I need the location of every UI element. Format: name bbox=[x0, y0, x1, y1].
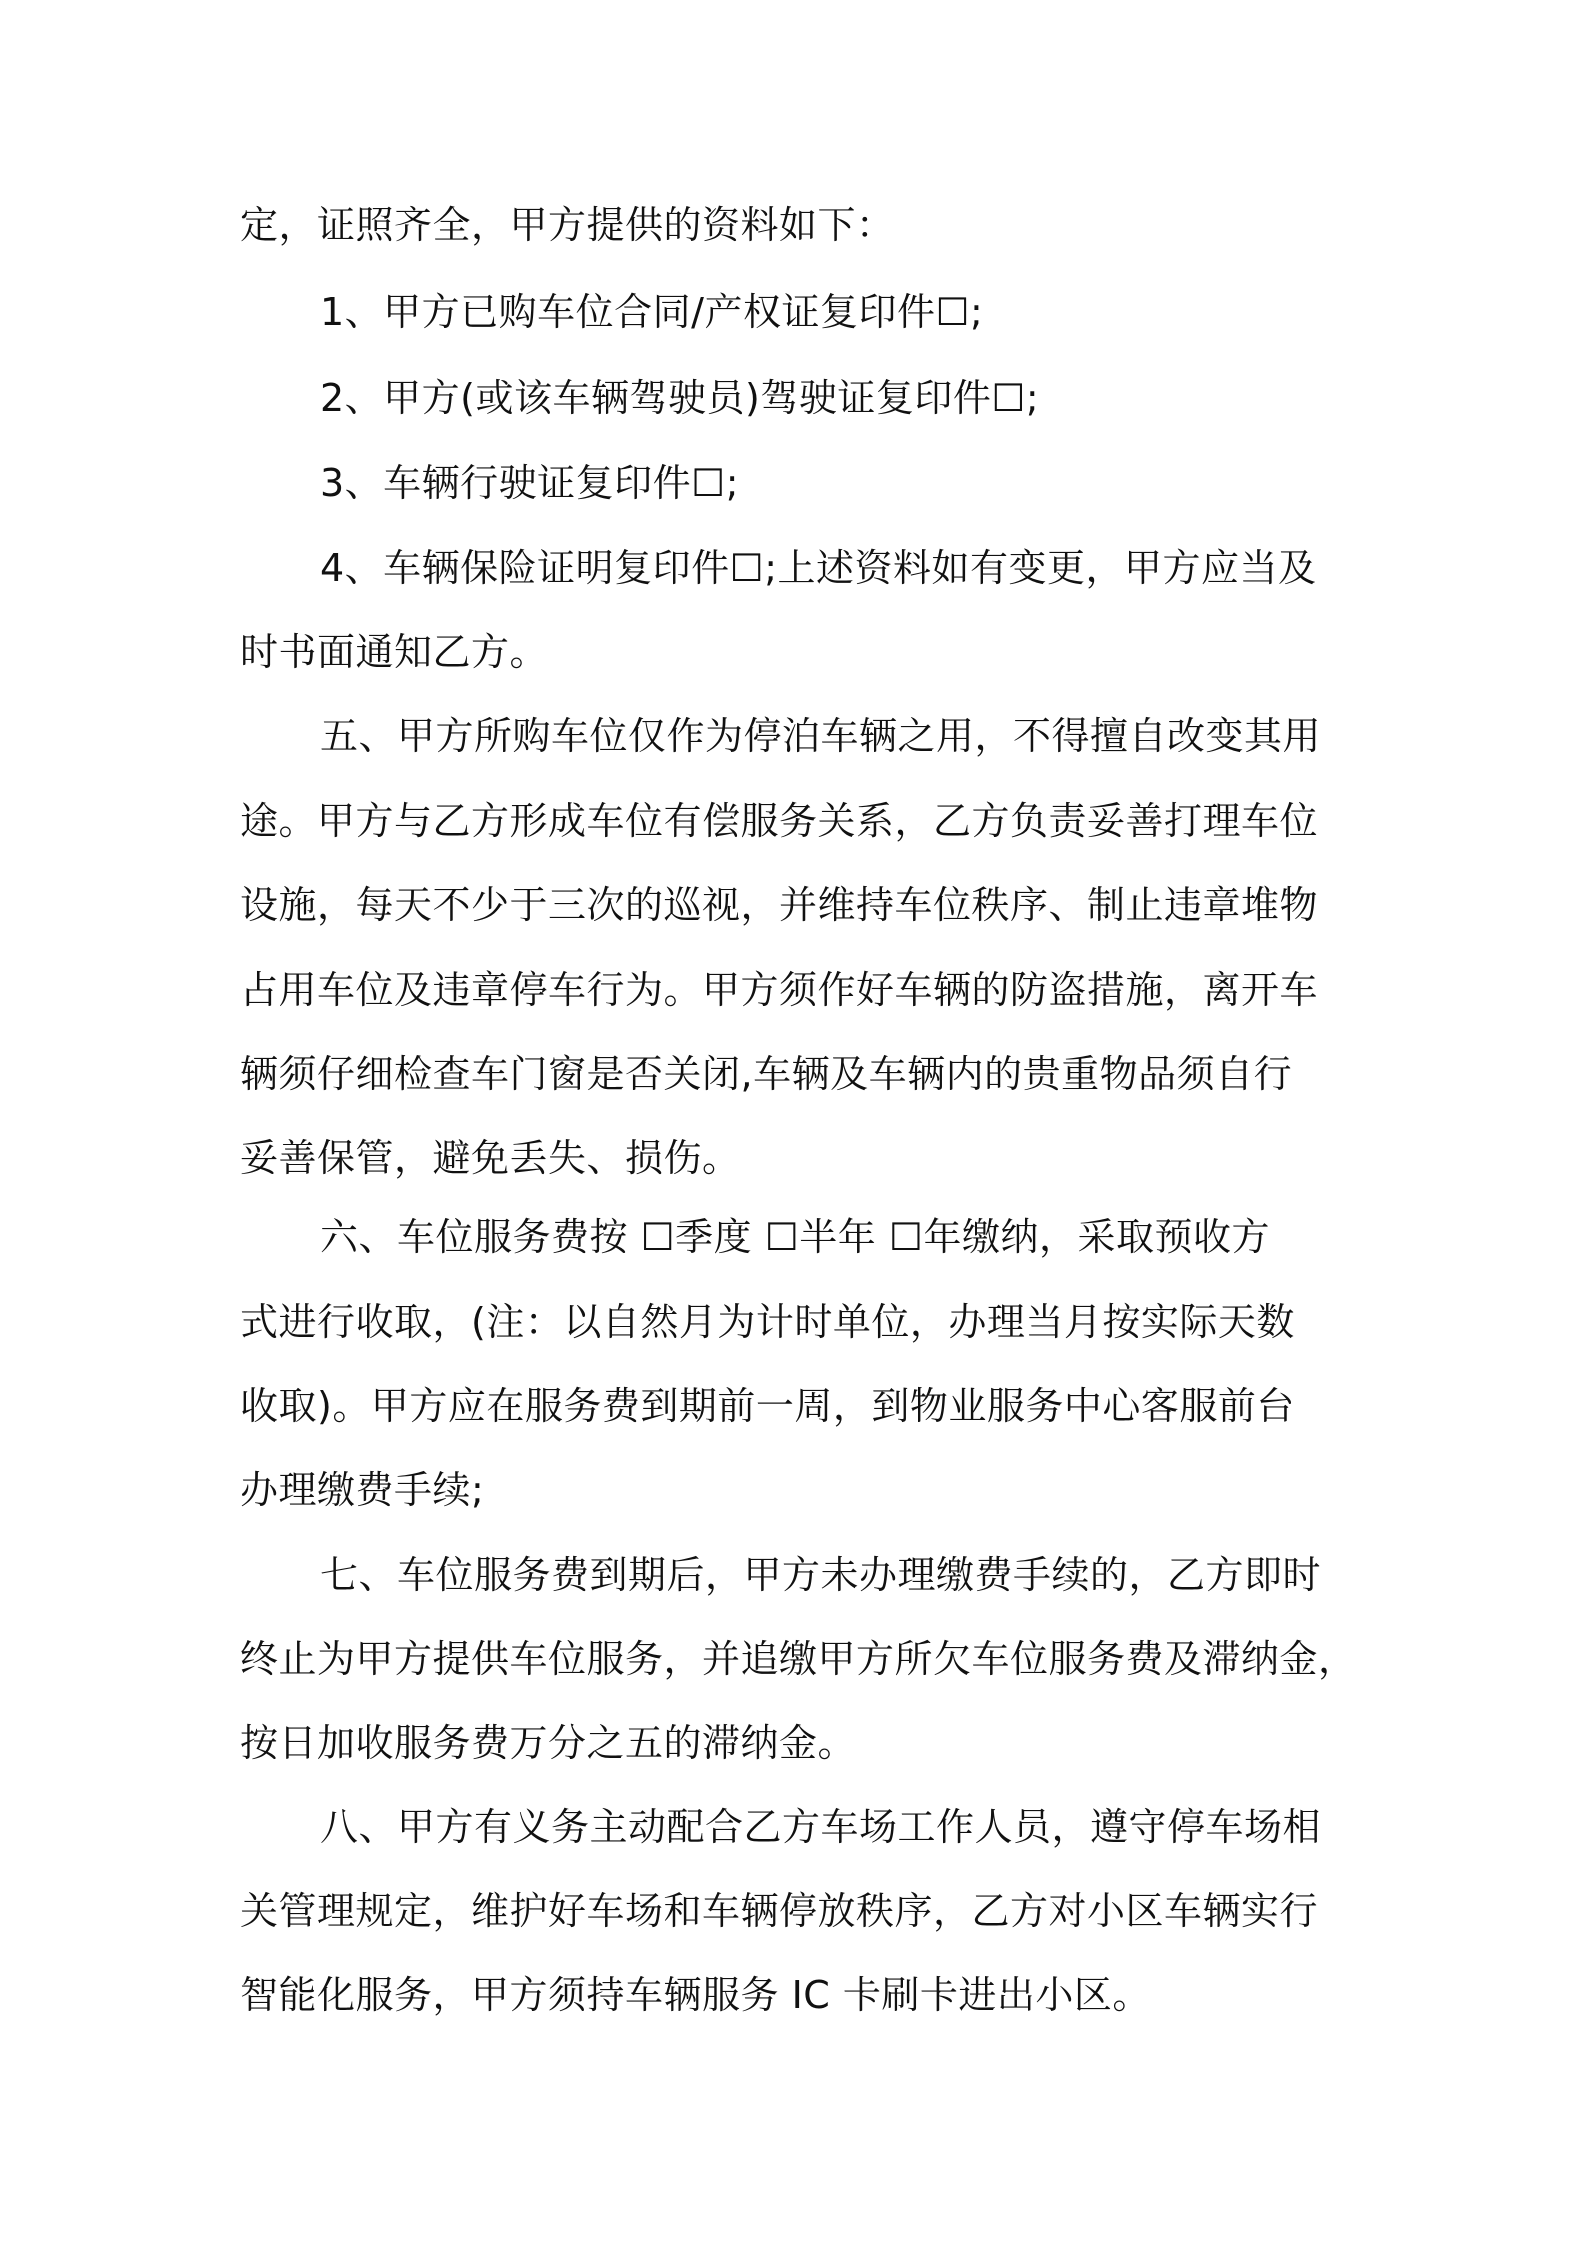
text-line: 2、甲方(或该车辆驾驶员)驾驶证复印件☐; bbox=[320, 376, 1040, 420]
text-line: 1、甲方已购车位合同/产权证复印件☐; bbox=[320, 290, 984, 334]
text-line: 七、车位服务费到期后，甲方未办理缴费手续的，乙方即时 bbox=[320, 1553, 1322, 1597]
text-line: 终止为甲方提供车位服务，并追缴甲方所欠车位服务费及滞纳金， bbox=[240, 1637, 1357, 1681]
text-line: 八、甲方有义务主动配合乙方车场工作人员，遵守停车场相 bbox=[320, 1805, 1322, 1849]
text-line: 关管理规定，维护好车场和车辆停放秩序，乙方对小区车辆实行 bbox=[240, 1889, 1319, 1933]
text-line: 五、甲方所购车位仅作为停泊车辆之用，不得擅自改变其用 bbox=[320, 714, 1322, 758]
text-line: 按日加收服务费万分之五的滞纳金。 bbox=[240, 1721, 857, 1765]
text-line: 辆须仔细检查车门窗是否关闭,车辆及车辆内的贵重物品须自行 bbox=[240, 1052, 1293, 1096]
text-line: 设施，每天不少于三次的巡视，并维持车位秩序、制止违章堆物 bbox=[240, 883, 1319, 927]
text-line: 占用车位及违章停车行为。甲方须作好车辆的防盗措施，离开车 bbox=[240, 968, 1319, 1012]
text-line: 4、车辆保险证明复印件☐;上述资料如有变更，甲方应当及 bbox=[320, 546, 1317, 590]
text-line: 妥善保管，避免丢失、损伤。 bbox=[240, 1136, 741, 1180]
text-line: 定，证照齐全，甲方提供的资料如下： bbox=[240, 203, 895, 247]
text-line: 六、车位服务费按 ☐季度 ☐半年 ☐年缴纳，采取预收方 bbox=[320, 1215, 1270, 1259]
text-line: 式进行收取，(注：以自然月为计时单位，办理当月按实际天数 bbox=[240, 1300, 1295, 1344]
text-line: 办理缴费手续; bbox=[240, 1468, 485, 1512]
text-line: 时书面通知乙方。 bbox=[240, 630, 549, 674]
text-line: 收取)。甲方应在服务费到期前一周，到物业服务中心客服前台 bbox=[240, 1384, 1295, 1428]
text-line: 智能化服务，甲方须持车辆服务 IC 卡刷卡进出小区。 bbox=[240, 1973, 1151, 2017]
text-line: 3、车辆行驶证复印件☐; bbox=[320, 461, 740, 505]
text-line: 途。甲方与乙方形成车位有偿服务关系，乙方负责妥善打理车位 bbox=[240, 799, 1319, 843]
